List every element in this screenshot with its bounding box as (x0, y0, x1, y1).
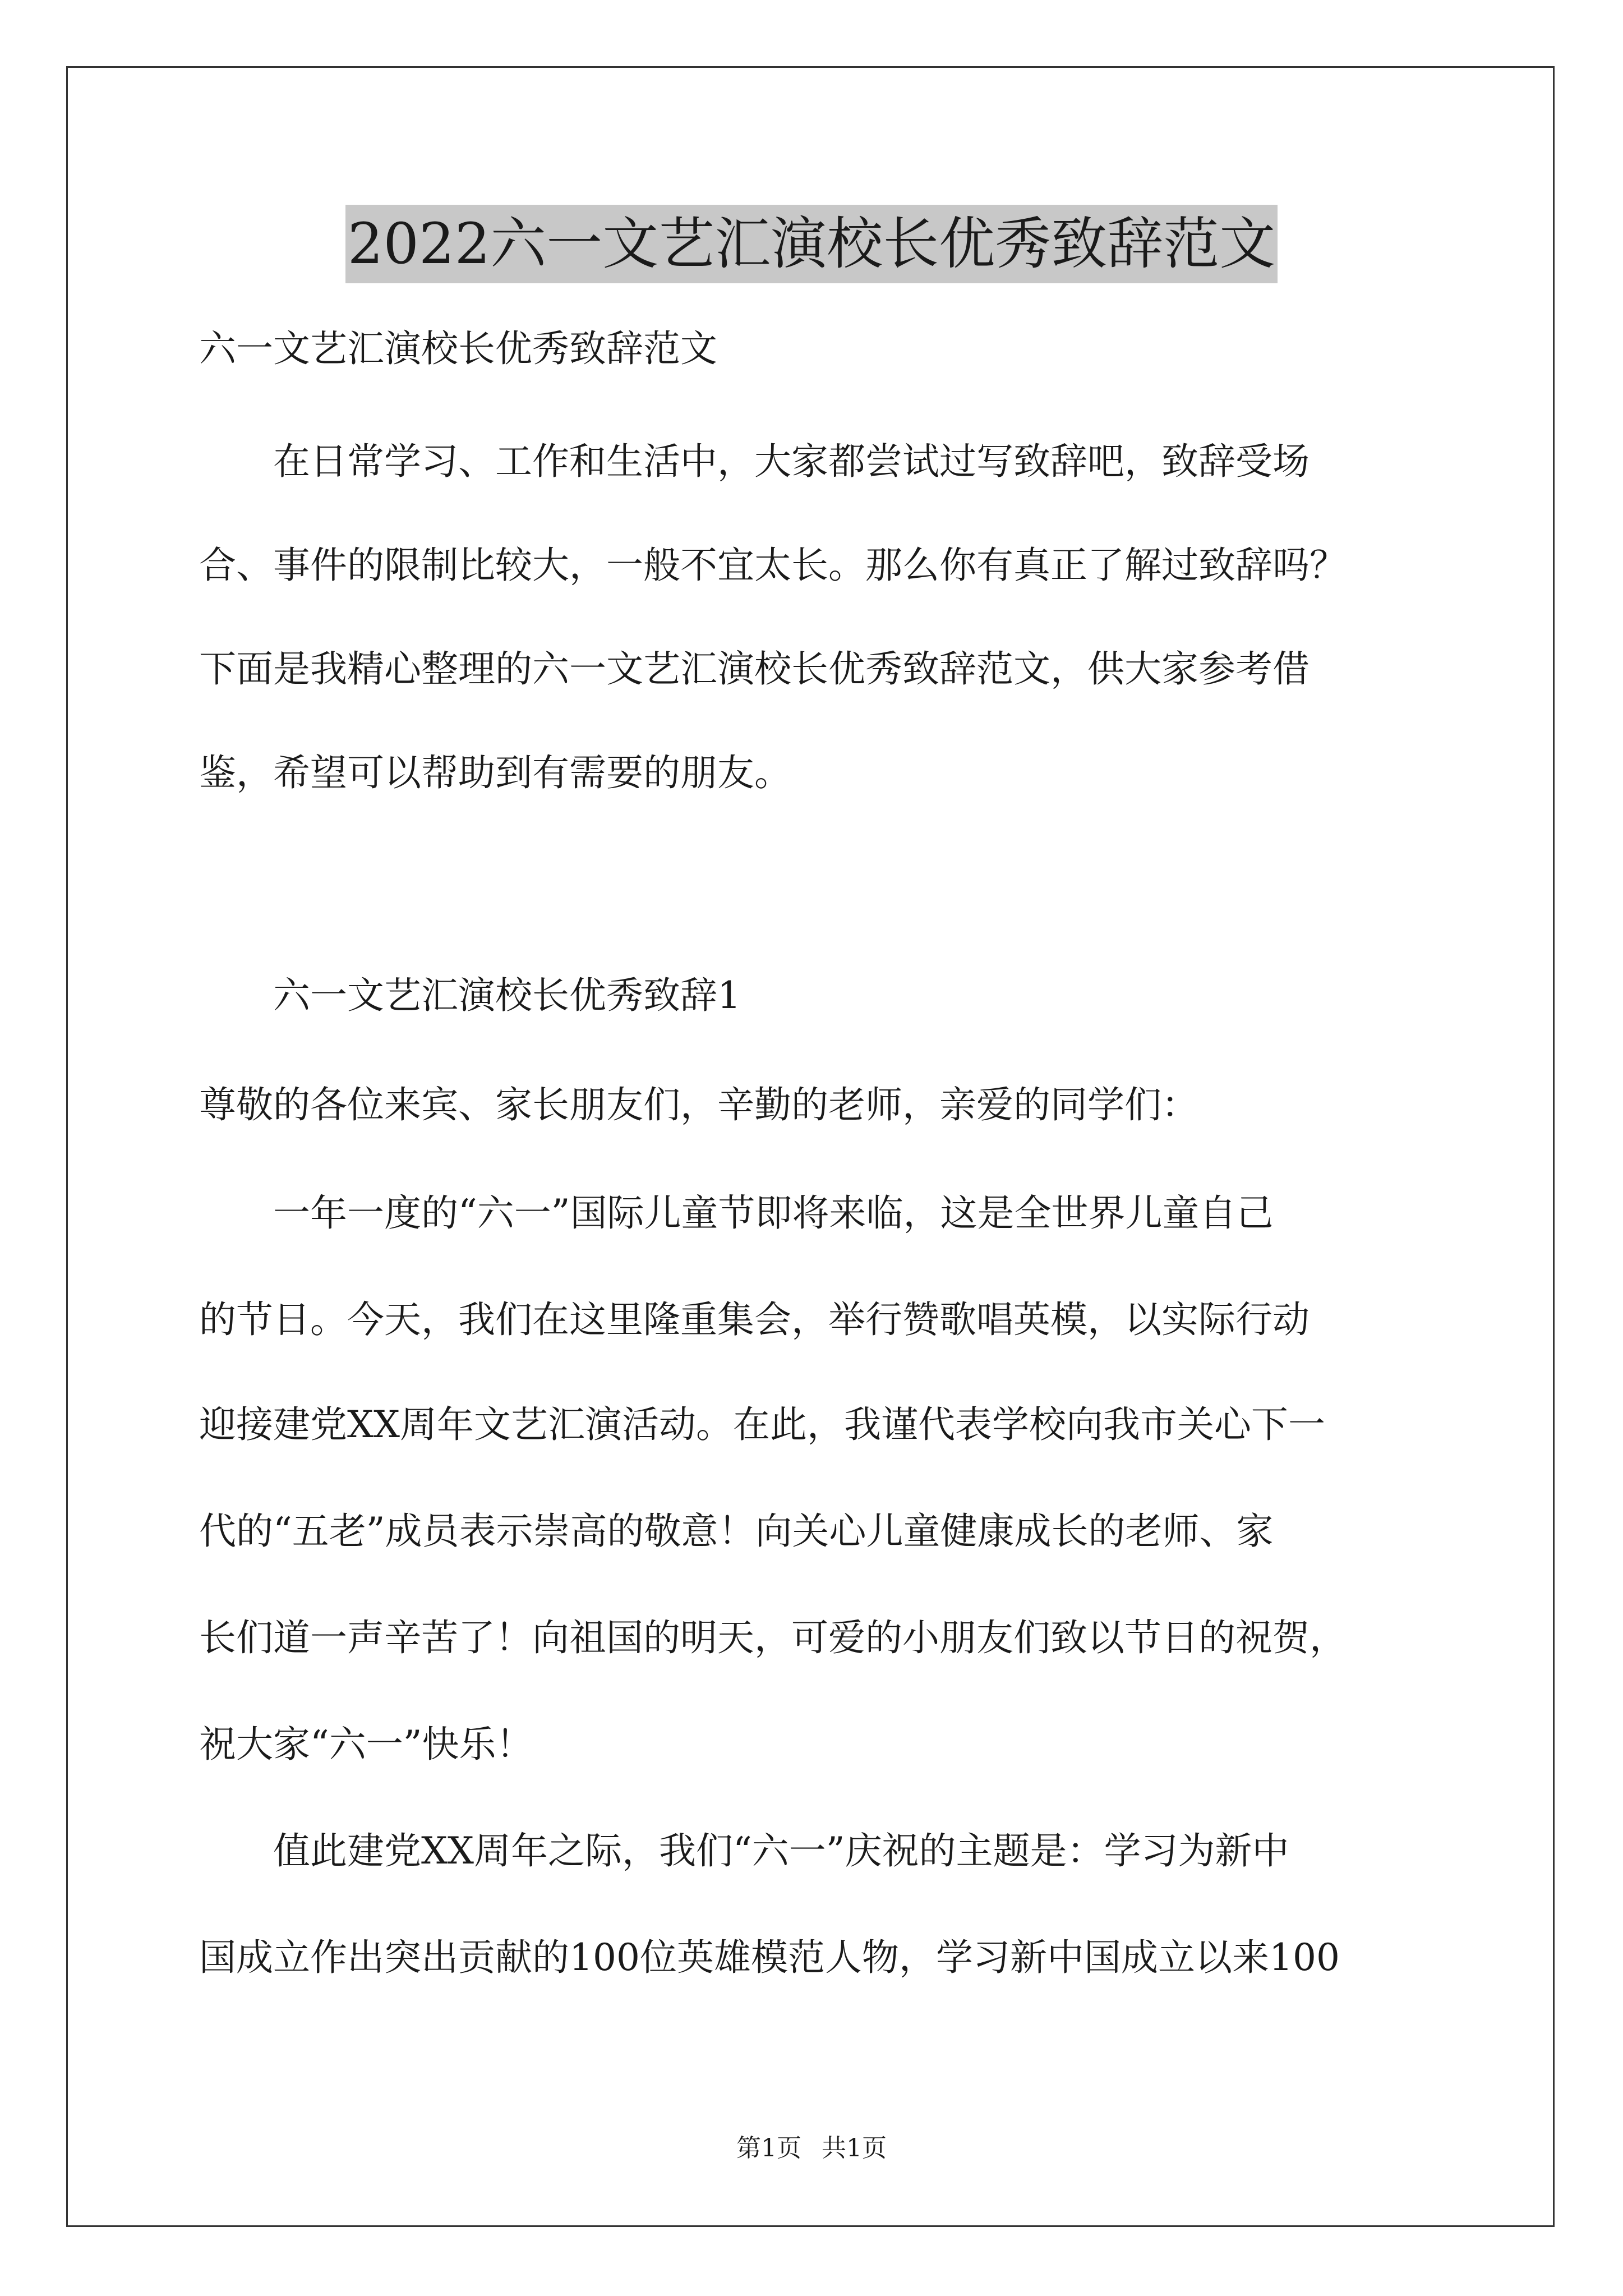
paragraph-line: 下面是我精心整理的六一文艺汇演校长优秀致辞范文，供大家参考借 (199, 647, 1310, 691)
page-number: 第1页 (736, 2134, 801, 2162)
page-border (66, 66, 1555, 2227)
subtitle-line: 六一文艺汇演校长优秀致辞范文 (199, 327, 717, 370)
title-container (0, 205, 1623, 283)
page-footer (0, 2132, 1623, 2165)
paragraph-line: 长们道一声辛苦了！向祖国的明天，可爱的小朋友们致以节日的祝贺， (199, 1616, 1347, 1659)
section-heading: 六一文艺汇演校长优秀致辞1 (199, 974, 741, 1017)
paragraph-line: 代的“五老”成员表示崇高的敬意！向关心儿童健康成长的老师、家 (199, 1510, 1274, 1553)
paragraph-line: 迎接建党XX周年文艺汇演活动。在此，我谨代表学校向我市关心下一 (199, 1403, 1325, 1446)
paragraph-line: 鉴，希望可以帮助到有需要的朋友。 (199, 751, 791, 794)
page-total: 共1页 (822, 2134, 887, 2162)
paragraph-line: 一年一度的“六一”国际儿童节即将来临，这是全世界儿童自己 (199, 1191, 1274, 1235)
salutation-line: 尊敬的各位来宾、家长朋友们，辛勤的老师，亲爱的同学们： (199, 1083, 1198, 1126)
paragraph-line: 值此建党XX周年之际，我们“六一”庆祝的主题是：学习为新中 (199, 1829, 1289, 1872)
paragraph-line: 合、事件的限制比较大，一般不宜太长。那么你有真正了解过致辞吗？ (199, 544, 1347, 587)
paragraph-line: 国成立作出突出贡献的100位英雄模范人物，学习新中国成立以来100 (199, 1936, 1340, 1979)
paragraph-line: 在日常学习、工作和生活中，大家都尝试过写致辞吧，致辞受场 (199, 440, 1310, 483)
paragraph-line: 祝大家“六一”快乐！ (199, 1723, 533, 1766)
paragraph-line: 的节日。今天，我们在这里隆重集会，举行赞歌唱英模，以实际行动 (199, 1298, 1310, 1341)
document-title: 2022六一文艺汇演校长优秀致辞范文 (345, 205, 1278, 283)
